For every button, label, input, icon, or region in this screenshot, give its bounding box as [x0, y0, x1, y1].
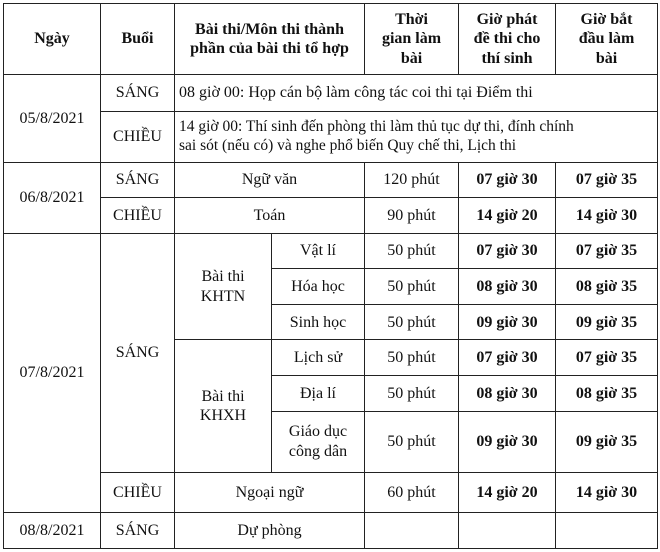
- duration-cell: 50 phút: [365, 376, 459, 412]
- subject-cell: Lịch sử: [272, 340, 365, 376]
- table-row: [4, 75, 658, 112]
- start-cell: 14 giờ 30: [556, 472, 658, 513]
- session-cell: CHIỀU: [101, 111, 175, 162]
- subject-cell: Địa lí: [272, 376, 365, 412]
- start-cell: 09 giờ 35: [556, 411, 658, 472]
- table-row: [4, 513, 658, 549]
- subject-cell: Sinh học: [272, 304, 365, 340]
- distribute-cell: [459, 513, 556, 549]
- distribute-cell: 08 giờ 30: [459, 376, 556, 412]
- duration-cell: [365, 513, 459, 549]
- header-row: [4, 4, 658, 75]
- duration-cell: 120 phút: [365, 162, 459, 198]
- start-cell: 07 giờ 35: [556, 162, 658, 198]
- date-cell: 07/8/2021: [4, 233, 101, 513]
- session-cell: SÁNG: [101, 75, 175, 112]
- subject-cell: Dự phòng: [175, 513, 365, 549]
- session-cell: SÁNG: [101, 513, 175, 549]
- table-row: [4, 162, 658, 198]
- subject-cell: Hóa học: [272, 269, 365, 305]
- header-subject: Bài thi/Môn thi thành phần của bài thi tổ hợp: [175, 4, 365, 75]
- header-start-time: Giờ bắt đầu làm bài: [556, 4, 658, 75]
- group-cell-khxh: Bài thi KHXH: [175, 340, 272, 472]
- duration-cell: 60 phút: [365, 472, 459, 513]
- start-cell: 07 giờ 35: [556, 340, 658, 376]
- distribute-cell: 07 giờ 30: [459, 162, 556, 198]
- distribute-cell: 14 giờ 20: [459, 472, 556, 513]
- header-duration: Thời gian làm bài: [365, 4, 459, 75]
- duration-cell: 90 phút: [365, 198, 459, 234]
- group-cell-khtn: Bài thi KHTN: [175, 233, 272, 340]
- session-cell: CHIỀU: [101, 472, 175, 513]
- note-cell: 08 giờ 00: Họp cán bộ làm công tác coi thi tại Điểm thi: [175, 75, 658, 112]
- session-cell: CHIỀU: [101, 198, 175, 234]
- header-session: Buổi: [101, 4, 175, 75]
- session-cell: SÁNG: [101, 233, 175, 472]
- table-row: [4, 111, 658, 162]
- start-cell: 08 giờ 35: [556, 376, 658, 412]
- exam-schedule-table: [3, 3, 658, 549]
- start-cell: 08 giờ 35: [556, 269, 658, 305]
- table-row: [4, 472, 658, 513]
- start-cell: 14 giờ 30: [556, 198, 658, 234]
- duration-cell: 50 phút: [365, 233, 459, 269]
- duration-cell: 50 phút: [365, 304, 459, 340]
- distribute-cell: 14 giờ 20: [459, 198, 556, 234]
- subject-cell: Vật lí: [272, 233, 365, 269]
- subject-cell: Ngoại ngữ: [175, 472, 365, 513]
- date-cell: 08/8/2021: [4, 513, 101, 549]
- start-cell: [556, 513, 658, 549]
- distribute-cell: 09 giờ 30: [459, 304, 556, 340]
- session-cell: SÁNG: [101, 162, 175, 198]
- date-cell: 06/8/2021: [4, 162, 101, 233]
- duration-cell: 50 phút: [365, 411, 459, 472]
- duration-cell: 50 phút: [365, 269, 459, 305]
- table-row: [4, 233, 658, 269]
- header-distribute-time: Giờ phát đề thi cho thí sinh: [459, 4, 556, 75]
- distribute-cell: 09 giờ 30: [459, 411, 556, 472]
- distribute-cell: 08 giờ 30: [459, 269, 556, 305]
- subject-cell: Toán: [175, 198, 365, 234]
- subject-cell: Giáo dục công dân: [272, 411, 365, 472]
- distribute-cell: 07 giờ 30: [459, 340, 556, 376]
- subject-cell: Ngữ văn: [175, 162, 365, 198]
- note-cell: 14 giờ 00: Thí sinh đến phòng thi làm thủ tục dự thi, đính chính sai sót (nếu có) và nghe phổ biến Quy chế thi, Lịch thi: [175, 111, 658, 162]
- start-cell: 09 giờ 35: [556, 304, 658, 340]
- date-cell: 05/8/2021: [4, 75, 101, 162]
- distribute-cell: 07 giờ 30: [459, 233, 556, 269]
- header-day: Ngày: [4, 4, 101, 75]
- table-row: [4, 198, 658, 234]
- start-cell: 07 giờ 35: [556, 233, 658, 269]
- duration-cell: 50 phút: [365, 340, 459, 376]
